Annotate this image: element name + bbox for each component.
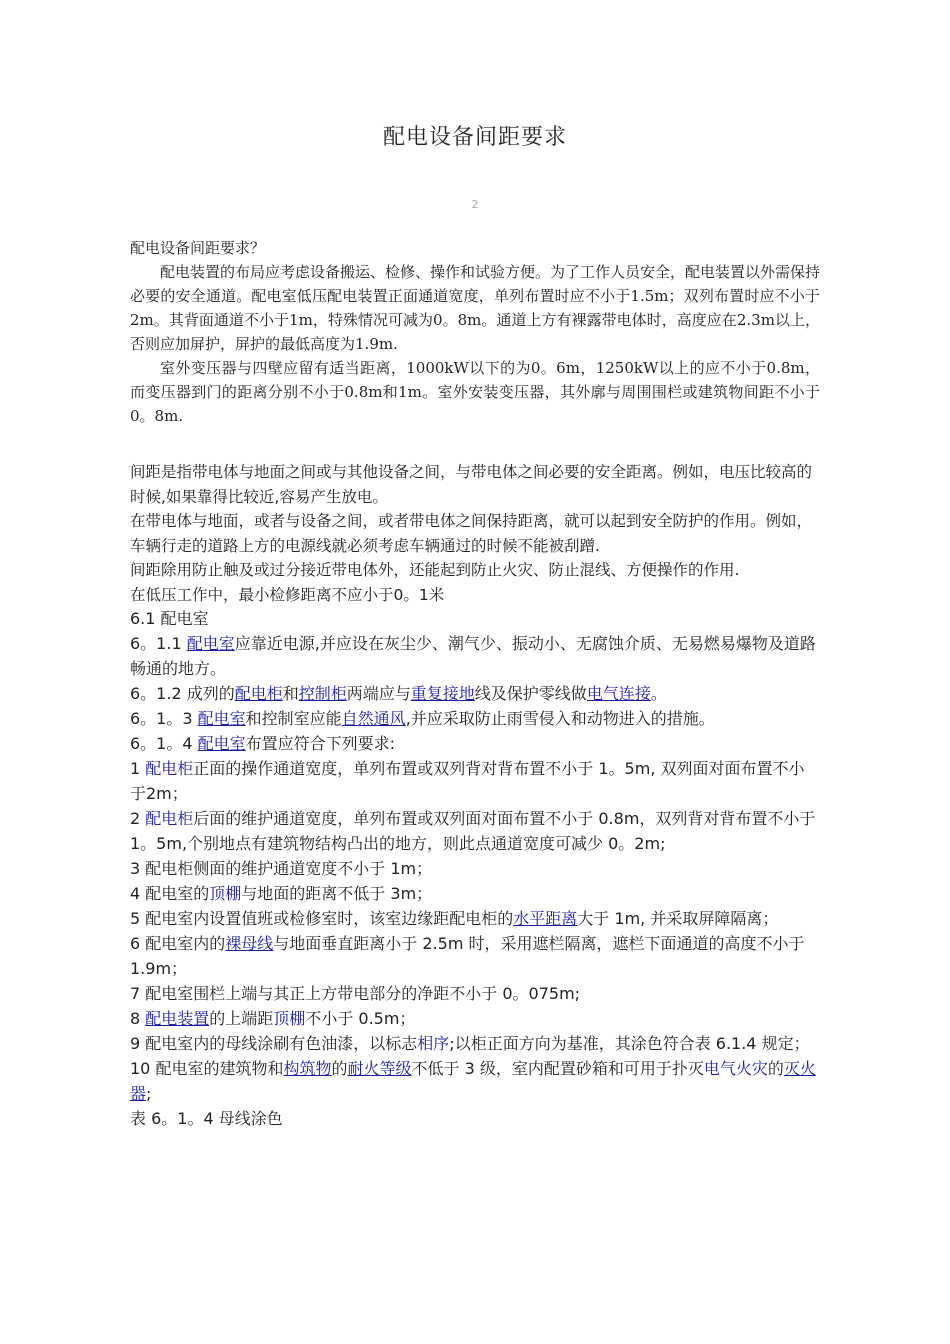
requirement-4: 4 配电室的顶棚与地面的距离不低于 3m；: [130, 884, 433, 903]
link-repeated-grounding[interactable]: 重复接地: [410, 684, 475, 703]
requirement-7: 7 配电室围栏上端与其正上方带电部分的净距不小于 0。075m;: [130, 984, 581, 1003]
link-power-room[interactable]: 配电室: [197, 709, 246, 728]
term-phase-sequence: 相序: [417, 1034, 450, 1053]
requirement-6: 6 配电室内的裸母线与地面垂直距离小于 2.5m 时，采用遮栏隔离，遮栏下面通道的高度不小于 1.9m；: [130, 934, 805, 978]
link-distribution-device[interactable]: 配电装置: [145, 1009, 210, 1028]
intro-heading: 配电设备间距要求？: [130, 239, 266, 257]
body-paragraph-1: 间距是指带电体与地面之间或与其他设备之间，与带电体之间必要的安全距离。例如，电压比较高的时候,如果靠得比较近,容易产生放电。: [130, 463, 813, 506]
spacing-definition-section: [130, 460, 820, 607]
section-6-1: [130, 606, 820, 1131]
clause-6-1-3: 6。1。3 配电室和控制室应能自然通风,并应采取防止雨雪侵入和动物进入的措施。: [130, 709, 715, 728]
intro-section: [130, 236, 820, 428]
link-fire-extinguisher[interactable]: 灭火器: [130, 1059, 816, 1103]
link-natural-ventilation[interactable]: 自然通风: [341, 709, 406, 728]
intro-paragraph-2: 室外变压器与四壁应留有适当距离，1000kW以下的为0。6m，1250kW以上的应不小于0.8m，而变压器到门的距离分别不小于0.8m和1m。室外安装变压器，其外廓与周围围栏或建筑物间距不小于0。8m.: [130, 359, 820, 425]
term-distribution-cabinet: 配电柜: [145, 809, 194, 828]
body-paragraph-3: 间距除用防止触及或过分接近带电体外，还能起到防止火灾、防止混线、方便操作的作用.: [130, 561, 740, 579]
requirement-2: 2 配电柜后面的维护通道宽度，单列布置或双列面对面布置不小于 0.8m，双列背对背布置不小于 1。5m,个别地点有建筑物结构凸出的地方，则此点通道宽度可减少 0。2m;: [130, 809, 816, 853]
body-paragraph-4: 在低压工作中，最小检修距离不应小于0。1米: [130, 585, 445, 604]
requirement-3: 3 配电柜侧面的维护通道宽度不小于 1m；: [130, 859, 433, 878]
page-number: 2: [471, 198, 479, 211]
link-structure[interactable]: 构筑物: [283, 1059, 332, 1078]
term-electrical-fire: 电气火灾: [703, 1059, 768, 1078]
term-ceiling: 顶棚: [273, 1009, 306, 1028]
clause-6-1-4: 6。1。4 配电室布置应符合下列要求:: [130, 734, 396, 753]
link-distribution-cabinet[interactable]: 配电柜: [234, 684, 283, 703]
requirement-10: 10 配电室的建筑物和构筑物的耐火等级不低于 3 级，室内配置砂箱和可用于扑灭电气火灾的灭火器;: [130, 1059, 816, 1103]
link-bare-busbar[interactable]: 裸母线: [225, 934, 274, 953]
link-control-cabinet[interactable]: 控制柜: [298, 684, 347, 703]
link-power-room[interactable]: 配电室: [186, 634, 235, 653]
requirement-9: 9 配电室内的母线涂刷有色油漆，以标志相序;以柜正面方向为基准，其涂色符合表 6.1.4 规定；: [130, 1034, 810, 1053]
term-ceiling: 顶棚: [209, 884, 242, 903]
intro-paragraph-1: 配电装置的布局应考虑设备搬运、检修、操作和试验方便。为了工作人员安全，配电装置以外需保持必要的安全通道。配电室低压配电装置正面通道宽度，单列布置时应不小于1.5m；双列布置时应不小于2m。其背面通道不小于1m，特殊情况可减为0。8m。通道上方有裸露带电体时，高度应在2.3m以上，否则应加屏护，屏护的最低高度为1.9m.: [130, 263, 821, 353]
link-electrical-connection[interactable]: 电气连接: [586, 684, 651, 703]
link-power-room[interactable]: 配电室: [197, 734, 246, 753]
clause-6-1-2: 6。1.2 成列的配电柜和控制柜两端应与重复接地线及保护零线做电气连接。: [130, 684, 667, 703]
body-paragraph-2: 在带电体与地面，或者与设备之间，或者带电体之间保持距离，就可以起到安全防护的作用。例如，车辆行走的道路上方的电源线就必须考虑车辆通过的时候不能被刮蹭.: [130, 512, 813, 555]
section-heading: 6.1 配电室: [130, 609, 209, 628]
requirement-5: 5 配电室内设置值班或检修室时，该室边缘距配电柜的水平距离大于 1m, 并采取屏障隔离；: [130, 909, 779, 928]
requirement-8: 8 配电装置的上端距顶棚不小于 0.5m；: [130, 1009, 416, 1028]
document-title: 配电设备间距要求: [382, 125, 567, 150]
term-distribution-cabinet: 配电柜: [145, 759, 194, 778]
table-caption: 表 6。1。4 母线涂色: [130, 1109, 283, 1128]
link-fire-resistance-rating[interactable]: 耐火等级: [347, 1059, 412, 1078]
clause-6-1-1: 6。1.1 配电室应靠近电源,并应设在灰尘少、潮气少、振动小、无腐蚀介质、无易燃易爆物及道路畅通的地方。: [130, 634, 816, 678]
requirement-1: 1 配电柜正面的操作通道宽度，单列布置或双列背对背布置不小于 1。5m, 双列面对面布置不小于2m；: [130, 759, 805, 803]
link-horizontal-distance[interactable]: 水平距离: [513, 909, 578, 928]
